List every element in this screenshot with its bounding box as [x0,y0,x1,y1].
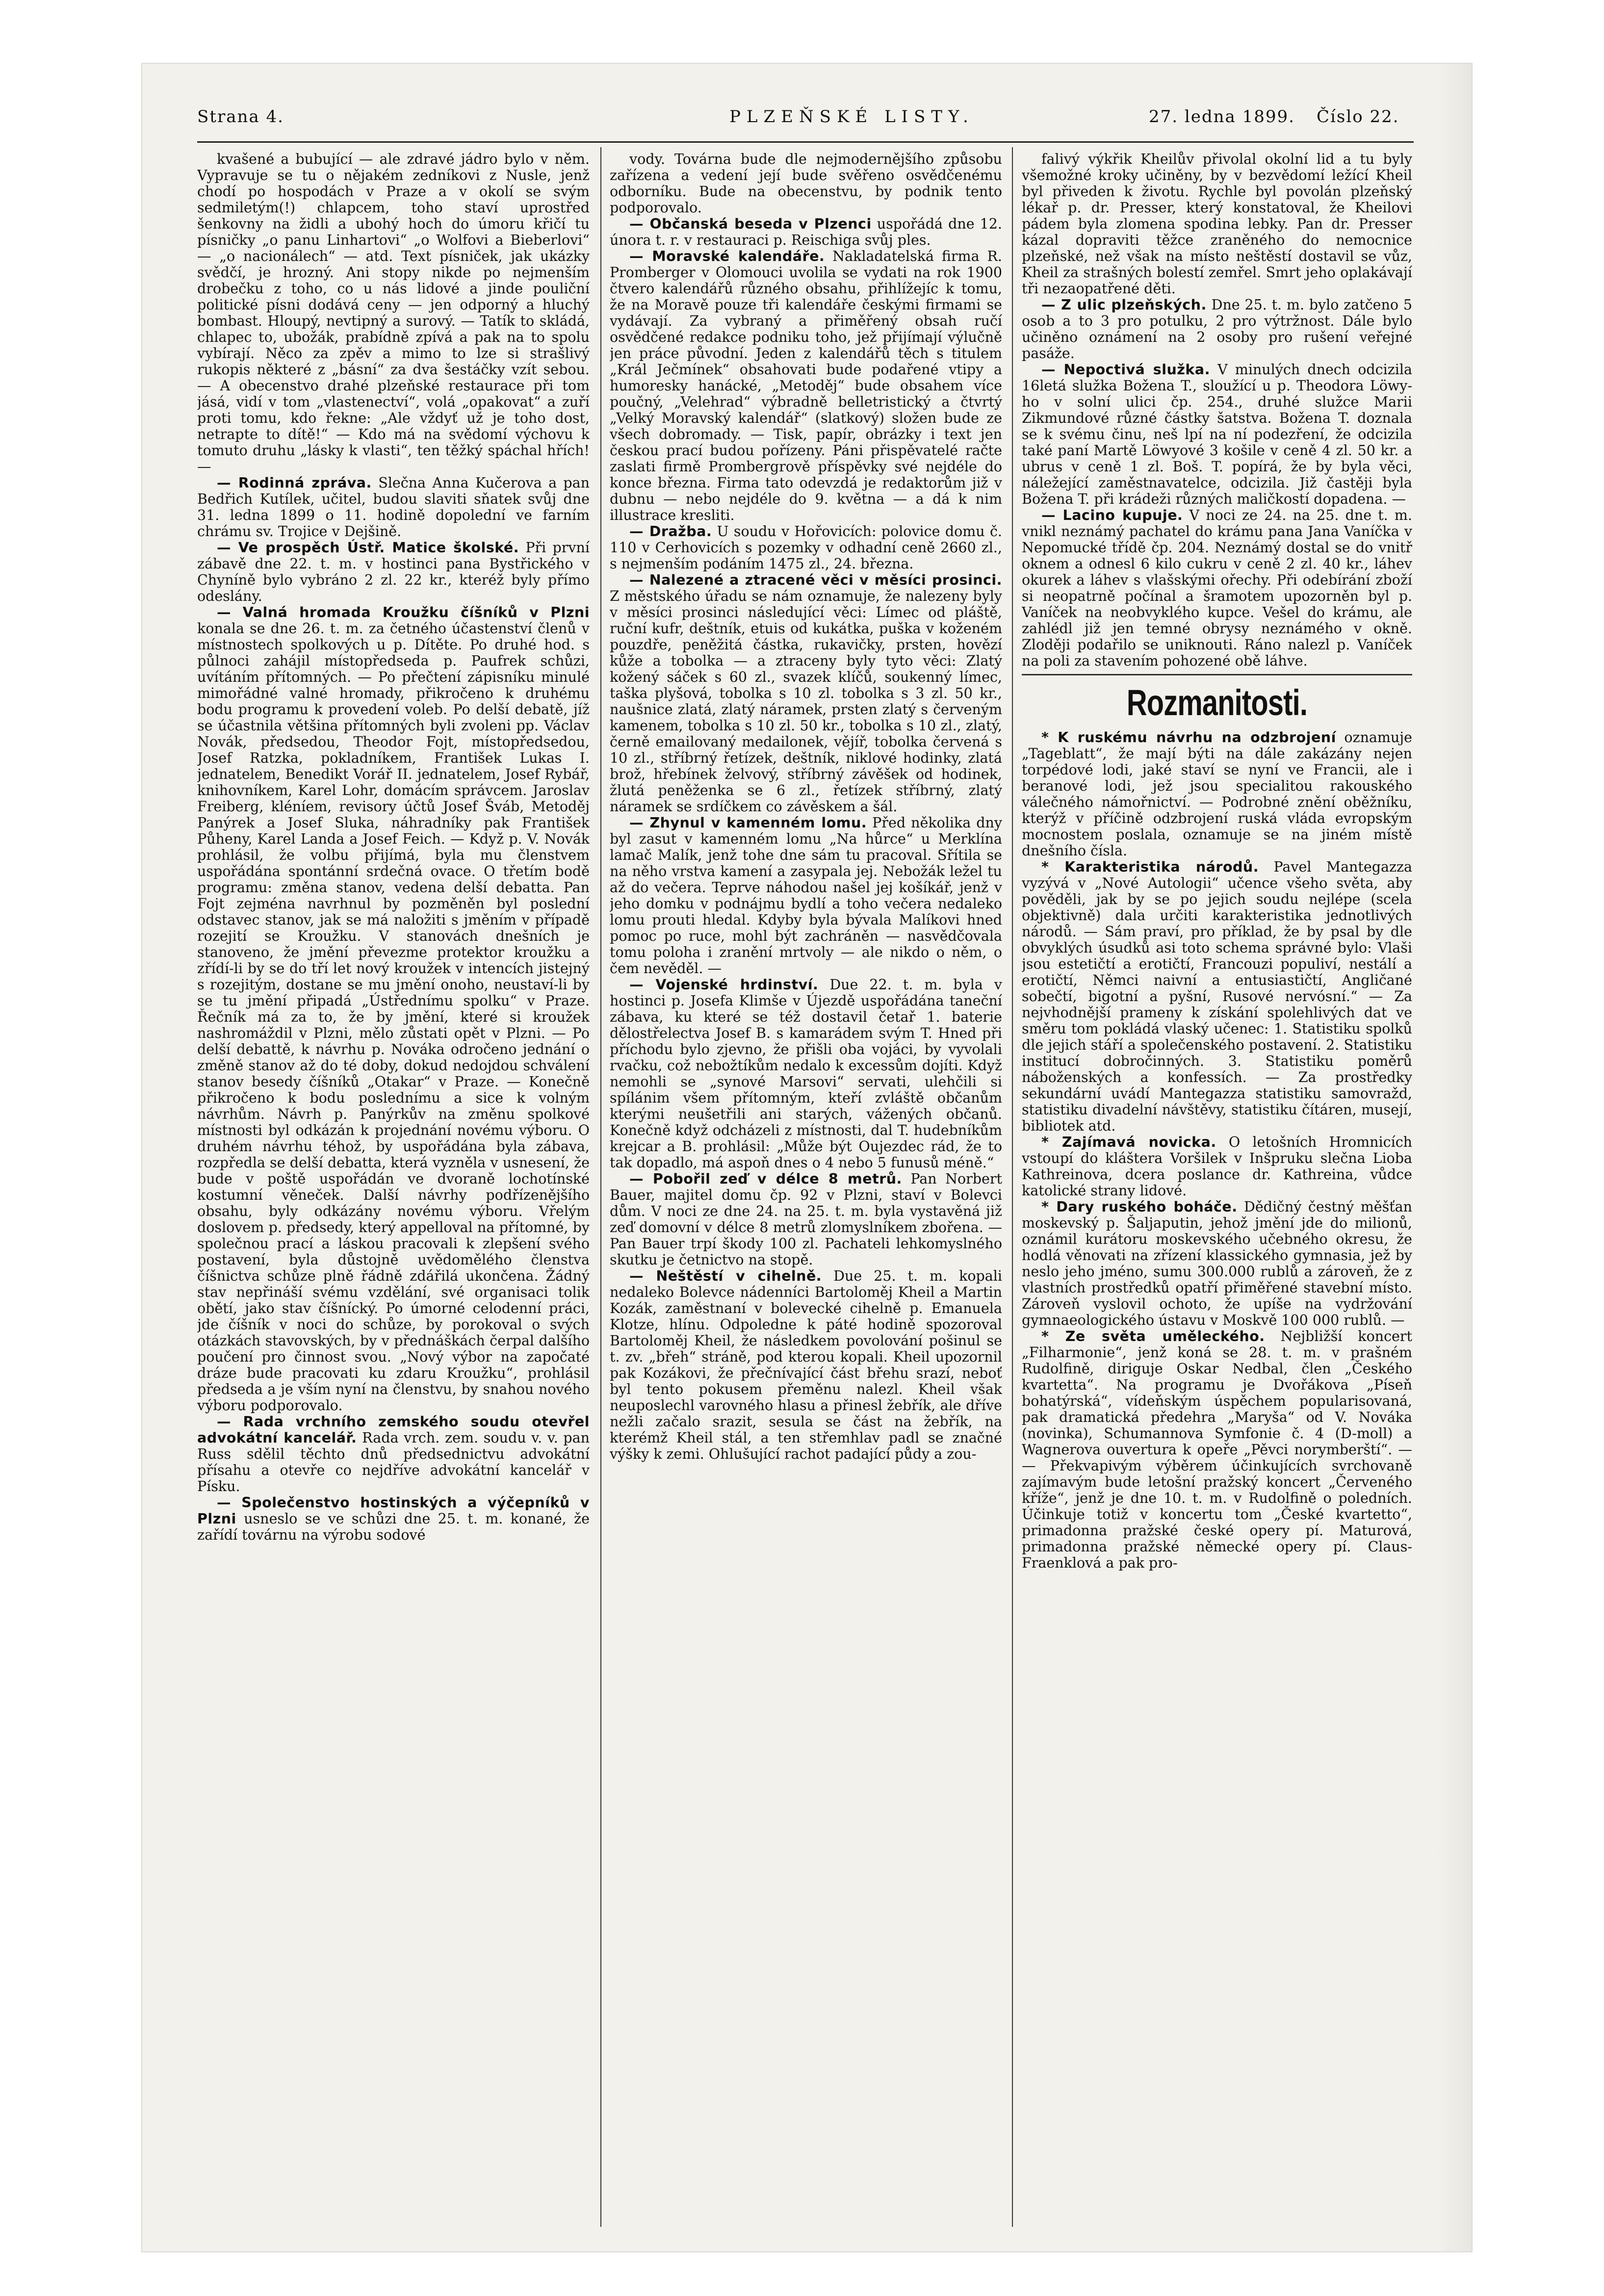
article-text: Pan Norbert Bauer, majitel domu čp. 92 v Plzni, staví v Bolevci dům. V noci ze dne 24. na 25. t. m. byla vystavěná již zeď domovní v délce 8 metrů zlomyslníkem zbořena. — Pan Bauer trpí škody 100 zl. Pachateli lehkomyslného skutku je četnictvo na stopě. [610,1171,1002,1268]
article-paragraph [1022,729,1412,859]
article-heading: * Zajímavá novicka. [1041,1134,1216,1150]
article-text: kvašené a bubující — ale zdravé jádro bylo v něm. Vypravuje se tu o nějakém zedníkovi z Nusle, jenž chodí po hospodách v Praze a v okolí se svým sedmiletým(!) chlapcem, toho staví uprostřed šenkovny na židli a ubohý hoch do úmoru křičí tu písničky „o panu Linhartovi“ „o Wolfovi a Bieberlovi“ — „o nacionálech“ — atd. Text písniček, jak ukázky svědčí, je hrozný. Ani stopy nikde po nejmenším drobečku z toho, co u nás lidové a jinde pouliční politické písni dodává ceny — jen odporný a hluchý bombast. Hloupý, nevtipný a surový. — Tatík to skládá, chlapec to, ubožák, prabídně zpívá a pak na to spolu vybírají. Něco za zpěv a mimo to lze si strašlivý rukopis některé z „básní“ za dva šestáčky vzít sebou. — A obecenstvo drahé plzeňské restaurace při tom jásá, vidí v tom „vlastenectví“, volá „opakovat“ a zuří proti tomu, kdo řekne: „Ale vždyť už je toho dost, netrapte to dítě!“ — Kdo má na svědomí výchovu k tomuto druhu „lásky k vlasti“, ten těžký spáchal hřích! — [197,151,590,475]
article-heading: — Nalezené a ztracené věci v měsíci prosinci. [629,572,1002,588]
article-paragraph [1022,361,1412,507]
article-heading: — Ve prospěch Ústř. Matice školské. [217,540,519,556]
article-text: U soudu v Hořovicích: polovice domu č. 110 v Cerhovicích s pozemky v odhadní ceně 2660 zl., s nejmenším podáním 1475 zl., 24. března. [610,523,1002,572]
article-paragraph [610,151,1002,216]
article-paragraph [197,604,590,1414]
article-paragraph [1022,1199,1412,1328]
page-number: Strana 4. [197,107,284,127]
article-paragraph [610,1268,1002,1462]
page-header [197,107,1413,136]
article-text: Pavel Mantegazza vyzývá v „Nové Autologii“ učence všeho světa, aby pověděli, jak by se po jejich soudu nejlépe (scela objektivně) dala určiti karakteristika jednotlivých národů. — Sám praví, pro příklad, že by psal by dle obvyklých úsudků asi toto schema správné bylo: Vlaši jsou estetičtí a erotičtí, Francouzi populiví, nestálí a erotičtí, Němci naivní a entusiastičtí, Angličané sobečtí, bigotní a pyšní, Rusové nervósní.“ — Za nejvhodnější prameny k získání spolehlivých dat ve směru tom pokládá vlaský učenec: 1. Statistiku spolků dle jejich stáří a společenského postavení. 2. Statistiku institucí dobročinných. 3. Statistiku poměrů náboženských a konfessích. — Za prostředky sekundární uvádí Mantegazza statistiku samovražd, statistiku divadelní návštěvy, statistiku čítáren, musejí, bibliotek atd. [1022,859,1412,1134]
article-paragraph [197,475,590,540]
article-text: Dne 25. t. m. bylo zatčeno 5 osob a to 3 pro potulku, 2 pro výtržnost. Dále bylo učiněno oznámení na 2 osoby pro rušení veřejné pasáže. [1022,297,1412,361]
article-paragraph [1022,1328,1412,1571]
newspaper-page [142,64,1472,2251]
article-heading: — Vojenské hrdinství. [629,977,819,993]
article-heading: — Dražba. [629,523,712,540]
article-heading: — Lacino kupuje. [1041,507,1183,523]
article-text: oznamuje „Tageblatt“, že mají býti na dále zakázány nejen torpédové lodi, jaké staví se nyní ve Francii, ale i beranové lodi, jež jsou specialitou rakouského válečného námořnictví. — Podrobné znění oběžníku, kterýž v příčině odzbrojení ruská vláda evropským mocnostem poslala, oznamuje se na jiném místě dnešního čísla. [1022,729,1412,859]
article-paragraph [1022,151,1412,297]
article-text: Z městského úřadu se nám oznamuje, že nalezeny byly v měsíci prosinci následující věci: Límec od pláště, ruční kufr, deštník, etuis od kukátka, puška v koženém pouzdře, peněžitá částka, rukavičky, prsten, hovězí kůže a tobolka — a ztraceny byly tyto věci: Zlatý kožený sáček s 60 zl., svazek klíčů, soukenný límec, taška plyšová, tobolka s 10 zl. tobolka s 3 zl. 50 kr., naušnice zlatá, zlatý náramek, prsten zlatý s červeným kamenem, tobolka s 10 zl. 50 kr., tobolka s 10 zl., zlatý, černě emailovaný medailonek, vějíř, tobolka červená s 10 zl., stříbrný řetízek, deštník, niklové hodinky, zlatá brož, hřebínek želvový, stříbrný závěšek od hodinek, žlutá peněženka se 6 zl., řetízek stříbrný, zlatý náramek se srdíčkem co závěskem a šál. [610,588,1002,815]
issue-date: 27. ledna 1899. [1149,107,1295,127]
issue-number: Číslo 22. [1317,107,1399,127]
article-heading: — Zhynul v kamenném lomu. [629,815,867,831]
article-paragraph [1022,1134,1412,1199]
article-text: Před několika dny byl zasut v kamenném lomu „Na hůrce“ u Merklína lamač Malík, jenž tohe dne sám tu pracoval. Sřítila se na něho vrstva kamení a zasypala jej. Nebožák ležel tu až do večera. Teprve náhodou našel jej košíkář, jenž v jeho domku v podnájmu bydlí a toho večera nedaleko lomu prouti hledal. Kdyby byla bývala Malíkovi hned pomoc po ruce, mohl být zachráněn — nasvědčovala tomu poloha i zranění mrtvoly — ale nikdo o něm, o čem nevěděl. — [610,815,1002,977]
article-paragraph [610,248,1002,523]
article-text: O letošních Hromnicích vstoupí do kláštera Voršilek v Inšpruku slečna Lioba Kathreinova, dcera poslance dr. Kathreina, vůdce katolické strany lidové. [1022,1134,1412,1199]
article-heading: * K ruskému návrhu na odzbrojení [1041,729,1336,746]
article-text: Dědičný čestný měšťan moskevský p. Šaljaputin, jehož jmění jde do milionů, oznámil kurátoru moskevského učebného okresu, že hodlá věnovati na zřízení klassického gymnasia, jež by neslo jeho jméno, sumu 300.000 rublů a zároveň, že z vlastních prostředků opatří přiměřené stavební místo. Zároveň vyslovil ochoto, že upíše na vydržování gymnaeologického ústavu v Moskvě 100 000 rublů. — [1022,1199,1412,1328]
article-text: Rada vrch. zem. soudu v. v. pan Russ sdělil těchto dnů předsednictvu advokátní přísahu a otevře co nejdříve advokátní kancelář v Písku. [197,1430,590,1495]
article-paragraph [1022,859,1412,1134]
column-divider [600,147,601,2227]
article-heading: — Rada vrchního zemského soudu otevřel advokátní kancelář. [197,1414,590,1446]
article-heading: * Ze světa uměleckého. [1041,1328,1265,1344]
section-heading: Rozmanitosti. [1126,682,1308,723]
article-text: Při první zábavě dne 22. t. m. v hostinci pana Bystřického v Chyníně bylo vybráno 2 zl. 22 kr., kteréž byly přímo odeslány. [197,540,590,604]
newspaper-title: PLZEŇSKÉ LISTY. [729,107,974,127]
article-paragraph [197,151,590,475]
article-text: V noci ze 24. na 25. dne t. m. vnikl neznámý pachatel do krámu pana Jana Vaníčka v Nepomucké třídě čp. 204. Neznámý dostal se do vnitř oknem a odnesl 6 kilo cukru v ceně 2 zl. 40 kr., láhev okurek a láhev s vlašskými ořechy. Při odebírání zboží si neopatrně počínal a šramotem upozorněn byl p. Vaníček na neobvyklého kupce. Vešel do krámu, ale zahlédl již jen temné obrysy neznámého v okně. Zloději podařilo se uniknouti. Ráno nalezl p. Vaníček na poli za stavením pohozené obě láhve. [1022,507,1412,669]
article-heading: — Společenstvo hostinských a výčepníků v Plzni [197,1495,590,1527]
article-text: uspořádá dne 12. února t. r. v restauraci p. Reischiga svůj ples. [610,216,1002,248]
article-text: Nakladatelská firma R. Promberger v Olomouci uvolila se vydati na rok 1900 čtvero kalendářů různého obsahu, přihlížejíc k tomu, že na Moravě pouze tři kalendáře českými firmami se vydávají. Za vybraný a přiměřený obsah ručí osvědčené redakce podniku toho, jež přijímají výlučně jen práce původní. Jeden z kalendářů těch s titulem „Král Ječmínek“ obsahovati bude podařené vtipy a humoresky hanácké, „Metoděj“ bude obsahem více poučný, „Velehrad“ výbradně belletristický a čtvrtý „Velký Moravský kalendář“ (slatkový) složen bude ze všech dobromady. — Tisk, papír, obrázky i text jen českou prací budou pořízeny. Páni přispěvatelé račte zaslati firmě Prombergrově příspěvky své nejdéle do konce března. Firma tato odevzdá je redaktorům již v dubnu — nebo nejdéle do 9. května — a dá k nim illustrace kresliti. [610,248,1002,523]
section-rule [1022,674,1412,675]
article-paragraph [610,815,1002,977]
article-text: usneslo se ve schůzi dne 25. t. m. konané, že zařídí továrnu na výrobu sodové [197,1511,590,1543]
article-paragraph [1022,507,1412,669]
article-paragraph [197,540,590,604]
article-heading: — Z ulic plzeňských. [1041,297,1207,313]
article-heading: — Moravské kalendáře. [629,248,825,264]
article-heading: * Karakteristika národů. [1041,859,1259,875]
scan-edge [1437,64,1472,2251]
text-column-1 [197,151,590,2219]
article-text: Nejbližší koncert „Filharmonie“, jenž koná se 28. t. m. v prašném Rudolfině, diriguje Oskar Nedbal, člen „Českého kvartetta“. Na programu je Dvořákova „Píseň bohatýrská“, vídeňským úspěchem popularisovaná, pak dramatická předehra „Maryša“ od V. Nováka (novinka), Schumannova Symfonie č. 4 (D-moll) a Wagnerova ouvertura k opeře „Pěvci norymberští“. — — Překvapivým výběrem účinkujících svrchovaně zajímavým bude letošní pražský koncert „Červeného kříže“, jenž je dne 10. t. m. v Rudolfině o poledních. Účinkuje totiž v koncertu tom „České kvartetto“, primadonna pražské české opery pí. Maturová, primadonna pražské německé opery pí. Claus-Fraenklová a pak pro- [1022,1328,1412,1571]
text-column-2 [610,151,1002,2219]
article-paragraph [197,1495,590,1543]
article-heading: — Neštěstí v cihelně. [629,1268,822,1284]
text-column-3 [1022,151,1412,2219]
article-paragraph [610,1171,1002,1268]
article-heading: — Občanská beseda v Plzenci [629,216,872,232]
article-paragraph [610,523,1002,572]
article-heading: — Rodinná zpráva. [217,475,372,491]
article-paragraph [610,977,1002,1171]
column-divider [1012,147,1013,2227]
article-text: Due 25. t. m. kopali nedaleko Bolevce nádenníci Bartoloměj Kheil a Martin Kozák, zaměstnaní v bolevecké cihelně p. Emanuela Klotze, hlínu. Odpoledne k páté hodině spozoroval Bartoloměj Kheil, že následkem povolování pošinul se t. zv. „břeh“ stráně, pod kterou kopali. Kheil upozornil pak Kozákovi, že přečnívající část břehu srazí, neboť byl tento pokusem přeměnu nalezl. Kheil však neuposlechl varovného hlasu a přinesl žebřík, ale dříve nežli začalo srazit, sesula se část na žebřík, na kterémž Kheil stál, a ten střemhlav padl se značné výšky k zemi. Ohlušující rachot padající půdy a zou- [610,1268,1002,1462]
article-heading: — Valná hromada Kroužku číšníků v Plzni [217,604,590,620]
article-paragraph [610,572,1002,815]
article-paragraph [610,216,1002,248]
article-text: falivý výkřik Kheilův přivolal okolní lid a tu byly všemožné kroky učiněny, by v bezvědomí ležící Kheil byl přiveden k životu. Rychle byl povolán plzeňský lékař p. dr. Presser, který konstatoval, že Kheilovi pádem byla zlomena spodina lebky. Pan dr. Presser kázal dopraviti těžce zraněného do nemocnice plzeňské, než však na místo neštěstí dostavil se vůz, Kheil za strašných bolestí zemřel. Smrt jeho oplakávají tři nezaopatřené děti. [1022,151,1412,297]
article-heading: — Pobořil zeď v délce 8 metrů. [629,1171,902,1187]
article-text: V minulých dnech odcizila 16letá služka Božena T., sloužící u p. Theodora Löwy-ho v solní ulici čp. 254., druhé služce Marii Zikmundové různé částky šatstva. Božena T. doznala se k svému činu, neš lpí na ní podezření, že odcizila také paní Martě Löwyové 3 košile v ceně 4 zl. 50 kr. a ubrus v ceně 1 zl. Boš. T. popírá, že by byla věci, náležející zaměstnavatelce, odcizila. Již častěji byla Božena T. při krádeži různých maličkostí dopadena. — [1022,361,1412,507]
article-text: konala se dne 26. t. m. za četného účastenství členů v místnostech spolkových u p. Dítěte. Po druhé hod. s půlnoci zahájil místopředseda p. Paufrek schůzi, uvítáním přítomných. — Po přečtení zápisníku minulé mimořádné valné hromady, přikročeno k druhému bodu programu k provedení voleb. Po delší debatě, jíž se účastnila většina přítomných byli zvoleni pp. Václav Novák, předsedou, Theodor Fojt, místopředsedou, Josef Ratzka, pokladníkem, František Lukas I. jednatelem, Benedikt Vorář II. jednatelem, Josef Rybář, knihovníkem, Karel Lohr, domácím správcem. Jaroslav Freiberg, kléníem, revisory účtů Josef Šváb, Metoděj Panýrek a Josef Sluka, náhradníky pak František Půheny, Karel Landa a Josef Feich. — Když p. V. Novák prohlásil, že volbu přijímá, byla mu členstvem uspořádána spontánní srdečná ovace. O třetím bodě programu: změna stanov, vedena delší debatta. Pan Fojt zejména navrhnul by pozměněn byl poslední odstavec stanov, jak se má naložiti s jměním v případě rozejití se Kroužku. V stanovách dnešních je stanoveno, že jmění převezme protektor kroužku a zřídí-li by se do tří let nový kroužek v intencích jistejný s rozejitým, dostane se mu jmění onoho, neustaví-li by se tu jmění připadá „Ústřednímu spolku“ v Praze. Řečník má za to, že by jmění, které si kroužek nashromáždil v Plzni, mělo zůstati opět v Plzni. — Po delší debattě, k návrhu p. Nováka odročeno jednání o změně stanov až do té doby, dokud nedojdou schválení stanov besedy číšníků „Otakar“ v Praze. — Konečně přikročeno k bodu poslednímu a sice k volným návrhům. Návrh p. Panýrkův na změnu spolkové místnosti byl odkázán k projednání novému výboru. O druhém návrhu téhož, by uspořádána byla zábava, rozpředla se delší debatta, která vyzněla v usnesení, že bude v poště uspořádán ve dvoraně lochotínské kostumní věneček. Další návrhy podřízenějšího obsahu, byly odkázány novému výboru. Vřelým doslovem p. předsedy, který appelloval na přítomné, by společnou prací a láskou pracovali k zlepšení svého postavení, byla důstojně uvědomělého členstva číšnictva schůze plně řádně zdářilá ukončena. Žádný stav nepřináší svému vzdělání, své organisaci tolik obětí, jako stav číšnícký. Po úmorné celodenní práci, jde číšník v noci do schůze, by porokoval o svých otázkách stavovských, by v přednáškách čerpal dalšího poučení pro činnost svou. „Nový výbor na započaté dráze bude pracovati ku zdaru Kroužku“, prohlásil předseda a je vším nyní na členstvu, by snahou nového výboru podporovalo. [197,620,590,1414]
header-rule [197,141,1414,143]
article-heading: * Dary ruského boháče. [1041,1199,1238,1215]
article-text: Slečna Anna Kučerova a pan Bedřich Kutílek, učitel, budou slaviti sňatek svůj dne 31. ledna 1899 o 11. hodině dopolední ve farním chrámu sv. Trojice v Dejšině. [197,475,590,540]
article-heading: — Nepoctivá služka. [1041,361,1210,378]
article-paragraph [1022,297,1412,361]
article-text: vody. Továrna bude dle nejmodernějšího způsobu zařízena a vedení její bude svěřeno osvědčenému odborníku. Bude na obecenstvu, by podnik tento podporovalo. [610,151,1002,216]
article-paragraph [197,1414,590,1495]
article-text: Due 22. t. m. byla v hostinci p. Josefa Klimše v Újezdě uspořádána taneční zábava, ku které se též dostavil četař 1. baterie dělostřelectva Josef B. s kamarádem svým T. Hned při příchodu bylo zjevno, že přišli oba vojáci, by vyvolali rvačku, což nebožtíkům nedalo k excessům dojíti. Když nemohli se „synové Marsovi“ servati, ulehčili si spílánim všem přítomným, kteří zvláště občanům kterými neušetřili ani starých, vážených občanů. Konečně když odcházeli z místnosti, dal T. hudebníkům krejcar a B. prohlásil: „Může být Oujezdec rád, že to tak dopadlo, má aspoň dnes o 4 nebo 5 funusů méně.“ [610,977,1002,1171]
